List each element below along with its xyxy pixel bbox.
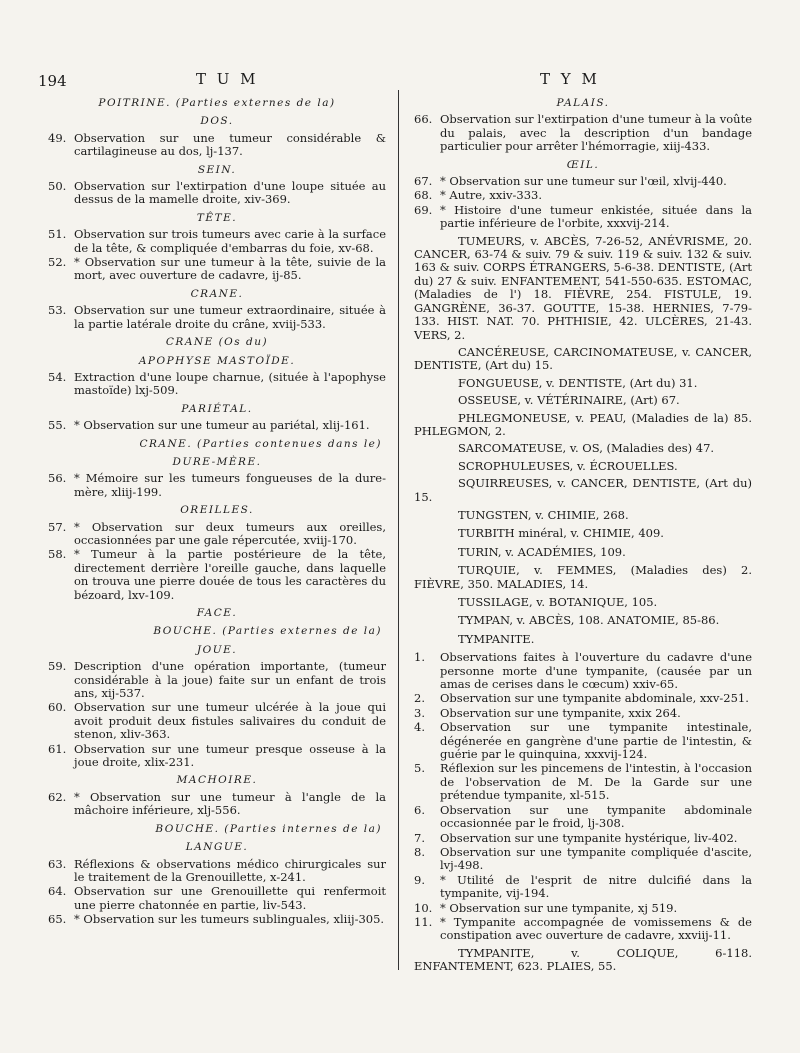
entry-number: 4. (414, 720, 425, 735)
entry-text: Observation sur une tumeur extraordinaire, située à la partie latérale droite du crâne, xviij-533. (74, 303, 386, 331)
section-heading: JOUE. (196, 643, 238, 656)
cross-reference: TUNGSTEN, v. CHIMIE, 268. (458, 507, 629, 522)
entry-text: Réflexion sur les pincemens de l'intestin, à l'occasion de l'observation de M. De la Garde sur une prétendue tympanite, xl-515. (440, 761, 752, 803)
cross-reference: PHLEGMONEUSE, v. PEAU, (Maladies de la) 85. PHLEGMON, 2. (414, 410, 752, 438)
entry-number: 61. (48, 741, 67, 756)
entry-text: Observation sur une tumeur considérable & cartilagineuse au dos, lj-137. (74, 130, 386, 159)
entry-text: * Observation sur les tumeurs sublinguales, xliij-305. (74, 912, 385, 927)
entry-text: Description d'une opération importante, (tumeur considérable à la joue) faite sur un enfant de trois ans, xij-537. (74, 659, 386, 701)
section-heading: CRANE (Os du) (165, 336, 269, 349)
cross-reference: OSSEUSE, v. VÉTÉRINAIRE, (Art) 67. (458, 393, 680, 408)
cross-reference: TURBITH minéral, v. CHIMIE, 409. (458, 526, 664, 541)
entry-number: 55. (48, 418, 67, 433)
entry (48, 521, 386, 548)
entry-number: 53. (48, 303, 67, 318)
entry (48, 548, 386, 602)
entry-number: 68. (414, 188, 433, 203)
cross-reference: CANCÉREUSE, CARCINOMATEUSE, v. CANCER, DENTISTE, (Art du) 15. (414, 344, 752, 373)
section-heading: PARIÉTAL. (181, 402, 253, 415)
entry (48, 228, 386, 255)
entry-text: Observation sur une tumeur ulcérée à la joue qui avoit produit deux fistules salivaires du conduit de stenon, xliv-363. (74, 700, 386, 742)
section-heading: PALAIS. (556, 97, 610, 109)
entry (48, 858, 386, 885)
entry (48, 660, 386, 700)
entry-number: 49. (48, 130, 67, 145)
cross-reference: FONGUEUSE, v. DENTISTE, (Art du) 31. (458, 375, 698, 390)
entry (48, 701, 386, 741)
entry-number: 9. (414, 872, 425, 887)
entry-text: * Observation sur une tumeur au pariétal, xlij-161. (74, 418, 370, 433)
entry-text: * Observation sur une tumeur sur l'œil, xlvij-440. (440, 174, 727, 189)
entry (414, 804, 752, 831)
cross-reference: TYMPANITE, v. COLIQUE, 6-118. ENFANTEMENT, 623. PLAIES, 55. (414, 945, 752, 974)
entry-number: 51. (48, 227, 67, 242)
section-heading: CRANE. (190, 287, 244, 300)
entry-text: Observation sur une tympanite compliquée d'ascite, lvj-498. (440, 844, 752, 873)
entry (48, 472, 386, 499)
cross-reference: TUSSILAGE, v. BOTANIQUE, 105. (458, 595, 658, 609)
entry (414, 916, 752, 943)
section-heading: POITRINE. (Parties externes de la) (98, 97, 336, 109)
entry-text: * Mémoire sur les tumeurs fongueuses de la dure-mère, xliij-199. (74, 471, 386, 499)
entry (414, 846, 752, 873)
cross-reference: TUMEURS, v. ABCÈS, 7-26-52, ANÉVRISME, 20. CANCER, 63-74 & suiv. 79 & suiv. 119 & suiv. 132 & suiv. 163 & suiv. CORPS ÉTRANGERS, 5-6-38. DENTISTE, (Art du) 27 & suiv. ENFANTEMENT, 541-550-635. ESTOMAC, (Maladies de l') 18. FIÈVRE, 254. FISTULE, 19. GANGRÈNE, 36-37. GOUTTE, 15-38. HERNIES, 7-79-133. HIST. NAT. 70. PHTHISIE, 42. ULCÈRES, 21-43. VERS, 2. (414, 233, 752, 342)
section-heading: FACE. (196, 607, 238, 619)
entry-number: 8. (414, 844, 425, 859)
entry-text: * Tympanite accompagnée de vomissemens & de constipation avec ouverture de cadavre, xxviij-11. (440, 914, 752, 943)
entry-number: 63. (48, 856, 67, 871)
entry (48, 885, 386, 912)
entry-text: Observation sur une tympanite abdominale, xxv-251. (440, 691, 749, 706)
entry-number: 56. (48, 471, 67, 486)
section-heading: ŒIL. (566, 158, 600, 171)
section-heading: BOUCHE. (Parties externes de la) (153, 625, 382, 638)
entry-text: Observation sur l'extirpation d'une loupe située au dessus de la mamelle droite, xiv-369. (74, 179, 386, 207)
entry-number: 5. (414, 761, 425, 776)
entry (414, 832, 752, 845)
entry-number: 67. (414, 174, 433, 189)
entry (414, 874, 752, 901)
entry (48, 791, 386, 818)
entry-number: 64. (48, 884, 67, 899)
entry-text: * Tumeur à la partie postérieure de la tête, directement derrière l'oreille gauche, dans laquelle on trouva une pierre douée de tous les caractères du bézoard, lxv-109. (74, 547, 386, 602)
entry-text: Observation sur une tympanite hystérique, liv-402. (440, 830, 738, 845)
entry (414, 692, 752, 705)
section-heading: APOPHYSE MASTOÏDE. (138, 354, 296, 367)
section-heading: OREILLES. (180, 504, 254, 517)
entry (48, 180, 386, 207)
page-number: 194 (38, 72, 67, 90)
entry (48, 913, 386, 926)
entry-text: * Observation sur une tumeur à la tête, suivie de la mort, avec ouverture de cadavre, ij-85. (74, 255, 386, 283)
running-head-left: T U M (196, 70, 259, 88)
entry (414, 902, 752, 915)
left-column (48, 92, 386, 928)
entry-text: Observation sur une tympanite abdominale occasionnée par le froid, lj-308. (440, 802, 752, 831)
entry-text: * Utilité de l'esprit de nitre dulcifié dans la tympanite, vij-194. (440, 872, 752, 901)
running-head-right: T Y M (540, 70, 600, 88)
entry (414, 175, 752, 188)
section-heading: DOS. (200, 115, 234, 128)
entry-text: Observation sur une tympanite intestinale, dégénerée en gangrène d'une partie de l'intestin, & guérie par le quinquina, xxxvij-124. (440, 720, 752, 762)
entry-text: Observation sur l'extirpation d'une tumeur à la voûte du palais, avec la description d'un bandage particulier pour arrêter l'hémorragie, xiij-433. (440, 112, 752, 154)
entry (48, 743, 386, 770)
entry-text: * Autre, xxiv-333. (440, 188, 542, 203)
entry-number: 62. (48, 789, 67, 804)
entry (48, 371, 386, 398)
entry (48, 132, 386, 159)
entry-text: * Observation sur une tympanite, xj 519. (440, 900, 678, 915)
entry-number: 3. (414, 705, 425, 720)
cross-reference: TURIN, v. ACADÉMIES, 109. (458, 544, 626, 559)
section-heading: CRANE. (Parties contenues dans le) (139, 437, 382, 450)
cross-reference: SARCOMATEUSE, v. OS, (Maladies des) 47. (458, 441, 715, 456)
entry-number: 1. (414, 650, 425, 665)
entry-number: 52. (48, 255, 67, 270)
entry-text: Observations faites à l'ouverture du cadavre d'une personne morte d'une tympanite, (causée par un amas de cerises dans le cœcum) xxiv-65. (440, 650, 752, 692)
entry (48, 419, 386, 432)
entry-text: Observation sur une Grenouillette qui renfermoit une pierre chatonnée en partie, liv-543. (74, 884, 386, 912)
section-heading: SEIN. (197, 163, 237, 176)
entry-number: 2. (414, 691, 425, 706)
section-heading: DURE-MÈRE. (172, 455, 262, 468)
cross-reference: SQUIRREUSES, v. CANCER, DENTISTE, (Art du) 15. (414, 476, 752, 504)
entry-text: Observation sur une tympanite, xxix 264. (440, 705, 681, 720)
entry-number: 57. (48, 519, 67, 534)
entry-text: * Observation sur une tumeur à l'angle de la mâchoire inférieure, xlj-556. (74, 789, 386, 818)
entry-number: 50. (48, 179, 67, 194)
entry (414, 189, 752, 202)
entry-number: 54. (48, 369, 67, 384)
section-heading: BOUCHE. (Parties internes de la) (155, 822, 382, 835)
entry-number: 11. (414, 914, 433, 929)
entry-text: Observation sur trois tumeurs avec carie à la surface de la tête, & compliquée d'embarras du foie, xv-68. (74, 227, 386, 255)
entry-text: * Histoire d'une tumeur enkistée, située dans la partie inférieure de l'orbite, xxxvij-214. (440, 202, 752, 231)
entry-text: * Observation sur deux tumeurs aux oreilles, occasionnées par une gale répercutée, xviij-170. (74, 519, 386, 547)
entry-text: Extraction d'une loupe charnue, (située à l'apophyse mastoïde) lxj-509. (74, 369, 386, 398)
entry-text: Observation sur une tumeur presque osseuse à la joue droite, xlix-231. (74, 741, 386, 770)
section-heading: MACHOIRE. (176, 774, 258, 787)
entry-number: 60. (48, 700, 67, 715)
entry (414, 651, 752, 691)
section-heading: LANGUE. (185, 841, 249, 854)
section-heading: TYMPANITE. (458, 631, 535, 646)
column-divider (398, 90, 399, 970)
entry-number: 10. (414, 900, 433, 915)
entry-number: 58. (48, 547, 67, 562)
entry-number: 59. (48, 659, 67, 674)
entry (48, 256, 386, 283)
entry-number: 7. (414, 830, 425, 845)
cross-reference: TYMPAN, v. ABCÈS, 108. ANATOMIE, 85-86. (458, 613, 720, 628)
entry (48, 304, 386, 331)
entry (414, 707, 752, 720)
entry (414, 113, 752, 153)
entry-number: 6. (414, 802, 425, 817)
entry-number: 65. (48, 912, 67, 927)
entry-text: Réflexions & observations médico chirurgicales sur le traitement de la Grenouillette, x-241. (74, 856, 386, 884)
cross-reference: TURQUIE, v. FEMMES, (Maladies des) 2. FIÈVRE, 350. MALADIES, 14. (414, 563, 752, 591)
entry (414, 721, 752, 761)
entry-number: 69. (414, 202, 433, 217)
entry-number: 66. (414, 112, 433, 127)
section-heading: TÊTE. (196, 211, 238, 224)
right-column (414, 92, 752, 978)
cross-reference: SCROPHULEUSES, v. ÉCROUELLES. (458, 458, 678, 473)
entry (414, 762, 752, 802)
entry (414, 204, 752, 231)
